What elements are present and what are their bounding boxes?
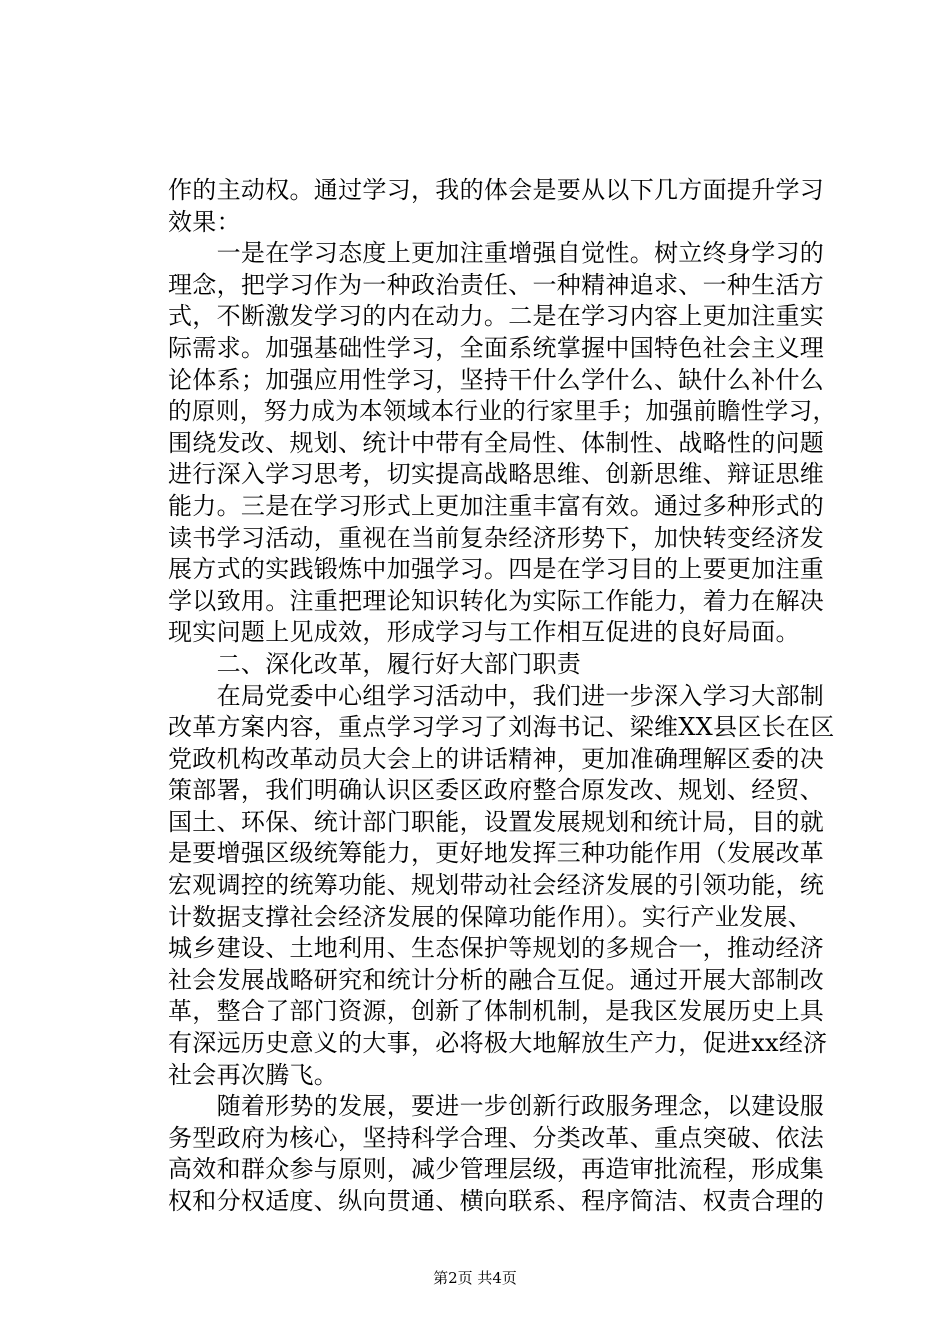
section-heading: 二、深化改革，履行好大部门职责: [168, 649, 582, 678]
text-line: 随着形势的发展，要进一步创新行政服务理念，以建设服: [168, 1092, 825, 1121]
text-line: 现实问题上见成效，形成学习与工作相互促进的良好局面。: [168, 618, 800, 647]
page-number-footer: 第2页 共4页: [433, 1269, 517, 1287]
text-line: 的原则，努力成为本领域本行业的行家里手；加强前瞻性学习，: [168, 397, 837, 426]
text-line: 进行深入学习思考，切实提高战略思维、创新思维、辩证思维: [168, 460, 825, 489]
text-line: 改革方案内容，重点学习学习了刘海书记、梁维XX县区长在区: [168, 713, 835, 742]
text-line: 读书学习活动，重视在当前复杂经济形势下，加快转变经济发: [168, 523, 825, 552]
text-line: 式，不断激发学习的内在动力。二是在学习内容上更加注重实: [168, 302, 825, 331]
document-body: [168, 175, 836, 1218]
text-line: 在局党委中心组学习活动中，我们进一步深入学习大部制: [168, 681, 825, 710]
text-line: 社会发展战略研究和统计分析的融合互促。通过开展大部制改: [168, 965, 825, 994]
text-line: 能力。三是在学习形式上更加注重丰富有效。通过多种形式的: [168, 491, 825, 520]
text-line: 宏观调控的统筹功能、规划带动社会经济发展的引领功能，统: [168, 871, 825, 900]
text-line: 一是在学习态度上更加注重增强自觉性。树立终身学习的: [168, 239, 825, 268]
text-line: 是要增强区级统筹能力，更好地发挥三种功能作用（发展改革: [168, 839, 825, 868]
text-line: 学以致用。注重把理论知识转化为实际工作能力，着力在解决: [168, 586, 825, 615]
text-line: 计数据支撑社会经济发展的保障功能作用）。实行产业发展、: [168, 902, 813, 931]
text-line: 围绕发改、规划、统计中带有全局性、体制性、战略性的问题: [168, 428, 825, 457]
text-line: 展方式的实践锻炼中加强学习。四是在学习目的上要更加注重: [168, 555, 825, 584]
text-line: 高效和群众参与原则，减少管理层级，再造审批流程，形成集: [168, 1155, 825, 1184]
text-line: 革，整合了部门资源，创新了体制机制，是我区发展历史上具: [168, 997, 825, 1026]
text-line: 际需求。加强基础性学习，全面系统掌握中国特色社会主义理: [168, 333, 825, 362]
text-line: 务型政府为核心，坚持科学合理、分类改革、重点突破、依法: [168, 1123, 825, 1152]
text-line: 策部署，我们明确认识区委区政府整合原发改、规划、经贸、: [168, 776, 825, 805]
text-line: 党政机构改革动员大会上的讲话精神，更加准确理解区委的决: [168, 744, 825, 773]
text-line: 权和分权适度、纵向贯通、横向联系、程序简洁、权责合理的: [168, 1187, 825, 1215]
text-line: 理念，把学习作为一种政治责任、一种精神追求、一种生活方: [168, 270, 825, 299]
text-line: 效果：: [168, 207, 241, 236]
text-line: 有深远历史意义的大事，必将极大地解放生产力，促进xx经济: [168, 1029, 828, 1058]
text-line: 社会再次腾飞。: [168, 1060, 339, 1089]
text-line: 城乡建设、土地利用、生态保护等规划的多规合一，推动经济: [168, 934, 825, 963]
text-line: 论体系；加强应用性学习，坚持干什么学什么、缺什么补什么: [168, 365, 825, 394]
text-line: 作的主动权。通过学习，我的体会是要从以下几方面提升学习: [168, 176, 825, 204]
text-line: 国土、环保、统计部门职能，设置发展规划和统计局，目的就: [168, 807, 825, 836]
